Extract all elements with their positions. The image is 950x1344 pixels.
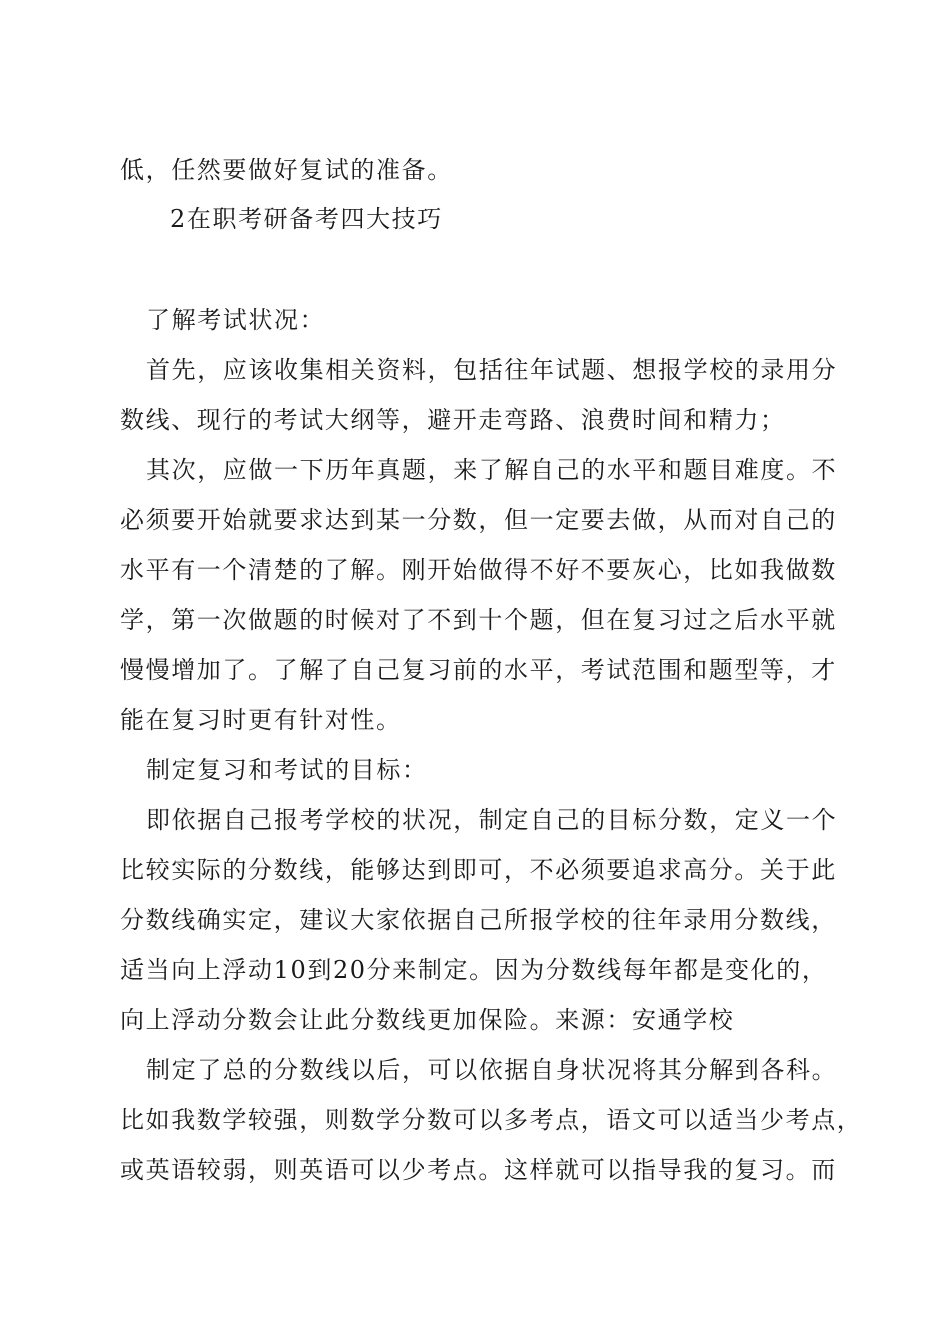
- text-line: 制定了总的分数线以后，可以依据自身状况将其分解到各科。: [146, 1056, 838, 1084]
- text-line: 慢慢增加了。了解了自己复习前的水平，考试范围和题型等，才: [120, 656, 837, 684]
- text-line: 首先，应该收集相关资料，包括往年试题、想报学校的录用分: [146, 356, 838, 384]
- text-line: 学，第一次做题的时候对了不到十个题，但在复习过之后水平就: [120, 606, 837, 634]
- text-line: 其次，应做一下历年真题，来了解自己的水平和题目难度。不: [146, 456, 838, 484]
- section-heading: 2在职考研备考四大技巧: [170, 205, 443, 233]
- text-line: 比如我数学较强，则数学分数可以多考点，语文可以适当少考点，: [120, 1106, 863, 1134]
- subheading: 制定复习和考试的目标：: [146, 756, 428, 784]
- text-line: 必须要开始就要求达到某一分数，但一定要去做，从而对自己的: [120, 506, 837, 534]
- text-line: 数线、现行的考试大纲等，避开走弯路、浪费时间和精力；: [120, 406, 786, 434]
- text-line: 能在复习时更有针对性。: [120, 706, 402, 734]
- text-line: 向上浮动分数会让此分数线更加保险。来源：安通学校: [120, 1006, 735, 1034]
- text-line: 低，任然要做好复试的准备。: [120, 156, 453, 184]
- text-line: 比较实际的分数线，能够达到即可，不必须要追求高分。关于此: [120, 856, 837, 884]
- text-line: 水平有一个清楚的了解。刚开始做得不好不要灰心，比如我做数: [120, 556, 837, 584]
- text-line: 分数线确实定，建议大家依据自己所报学校的往年录用分数线，: [120, 906, 837, 934]
- text-line: 适当向上浮动10到20分来制定。因为分数线每年都是变化的，: [120, 956, 828, 984]
- subheading: 了解考试状况：: [146, 306, 326, 334]
- text-line: 即依据自己报考学校的状况，制定自己的目标分数，定义一个: [146, 806, 838, 834]
- text-line: 或英语较弱，则英语可以少考点。这样就可以指导我的复习。而: [120, 1156, 837, 1184]
